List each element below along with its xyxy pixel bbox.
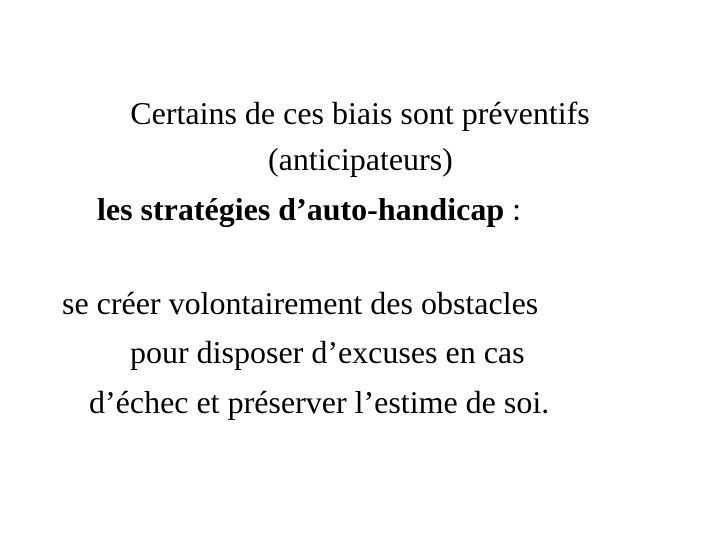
heading-bold-text: les stratégies d’auto-handicap	[97, 191, 505, 227]
heading-suffix: :	[504, 191, 521, 227]
definition-line-3: d’échec et préserver l’estime de soi.	[89, 384, 550, 420]
definition-line-2: pour disposer d’excuses en cas	[130, 334, 525, 370]
intro-line-1: Certains de ces biais sont préventifs	[130, 95, 590, 131]
heading-line	[97, 190, 521, 228]
definition-line-1: se créer volontairement des obstacles	[62, 285, 539, 321]
intro-line-2: (anticipateurs)	[268, 141, 453, 177]
